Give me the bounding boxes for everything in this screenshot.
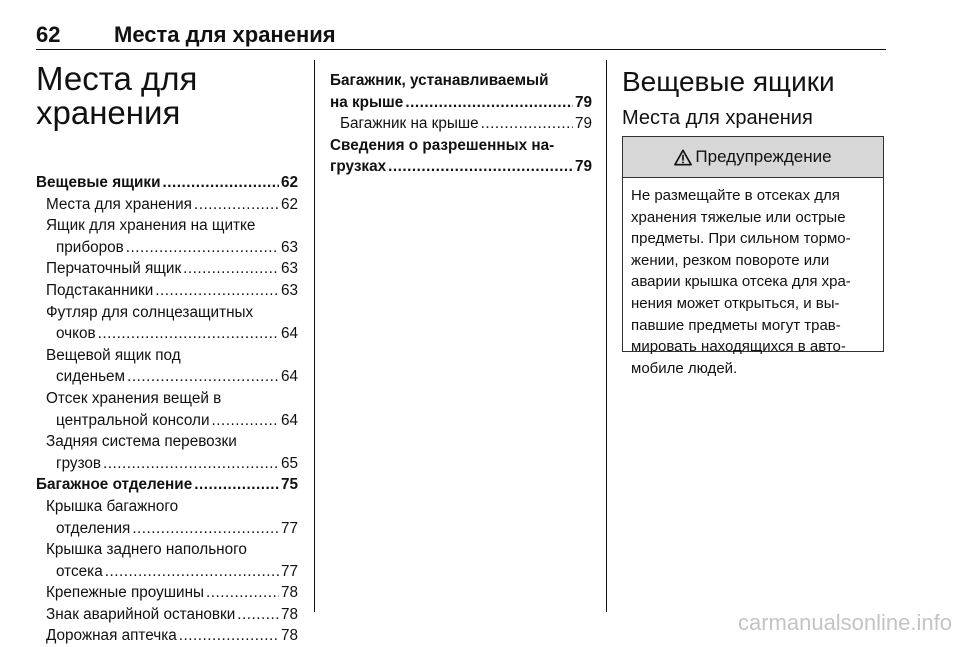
toc-page-number: 78 — [280, 627, 298, 645]
toc-entry-text: на крыше — [330, 93, 404, 111]
toc-entry[interactable] — [330, 70, 592, 113]
table-of-contents-col1 — [36, 172, 298, 647]
table-of-contents-col2 — [330, 70, 592, 178]
toc-entry-text: Багажник, устанавливаемый — [330, 72, 549, 89]
warning-text-line: предметы. При сильном тормо- — [631, 230, 851, 248]
toc-leader-dots — [212, 410, 279, 432]
toc-page-number: 64 — [280, 368, 298, 386]
toc-entry[interactable] — [36, 172, 298, 194]
warning-triangle-icon — [674, 149, 692, 166]
toc-page-number: 63 — [280, 260, 298, 278]
toc-leader-dots — [405, 92, 573, 114]
warning-box — [622, 136, 884, 377]
column-divider-right — [606, 60, 607, 612]
toc-entry[interactable] — [36, 280, 298, 302]
toc-entry[interactable] — [36, 215, 298, 258]
page-number: 62 — [36, 22, 61, 47]
toc-leader-dots — [237, 604, 279, 626]
toc-entry-text: Багажное отделение — [36, 476, 193, 494]
toc-entry[interactable] — [36, 302, 298, 345]
toc-entry[interactable] — [330, 113, 592, 135]
toc-entry-text: Багажник на крыше — [340, 115, 479, 133]
toc-entry-text: Сведения о разрешенных на- — [330, 136, 555, 154]
chapter-title — [36, 62, 306, 130]
toc-entry-text: отсека — [56, 562, 103, 580]
toc-entry-text: Знак аварийной остановки — [46, 605, 236, 623]
toc-entry-text: Крепежные проушины — [46, 584, 205, 602]
warning-text-line: павшие предметы могут трав- — [631, 316, 841, 334]
toc-page-number: 78 — [280, 605, 298, 623]
toc-entry[interactable] — [330, 135, 592, 178]
toc-page-number: 63 — [280, 281, 298, 299]
chapter-title-line: хранения — [36, 94, 181, 131]
toc-entry[interactable] — [36, 474, 298, 496]
toc-entry-text: Перчаточный ящик — [46, 260, 182, 278]
running-title: Места для хранения — [114, 22, 336, 47]
warning-text-line: аварии крышка отсека для хра- — [631, 273, 851, 291]
toc-leader-dots — [388, 156, 573, 178]
toc-entry-text: Ящик для хранения на щитке — [46, 217, 256, 235]
toc-entry-text: Подстаканники — [46, 281, 154, 299]
toc-leader-dots — [206, 582, 279, 604]
toc-entry[interactable] — [36, 345, 298, 388]
toc-entry-text: Места для хранения — [46, 195, 192, 213]
subsection-title: Места для хранения — [622, 107, 813, 129]
warning-title: Предупреждение — [695, 147, 832, 166]
toc-entry[interactable] — [36, 582, 298, 604]
warning-text — [623, 178, 883, 379]
watermark: carmanualsonline.info — [737, 610, 952, 635]
toc-leader-dots — [194, 474, 279, 496]
toc-leader-dots — [163, 172, 279, 194]
toc-page-number: 75 — [280, 476, 298, 494]
warning-text-line: нения может открыться, и вы- — [631, 294, 840, 312]
toc-leader-dots — [179, 625, 279, 647]
chapter-title-line: Места для — [36, 60, 198, 97]
toc-entry-text: очков — [56, 325, 96, 343]
toc-entry-text: Дорожная аптечка — [46, 627, 177, 645]
toc-page-number: 77 — [280, 519, 298, 537]
toc-page-number: 63 — [280, 238, 298, 256]
toc-leader-dots — [132, 518, 279, 540]
toc-leader-dots — [126, 237, 279, 259]
toc-entry[interactable] — [36, 604, 298, 626]
toc-entry[interactable] — [36, 496, 298, 539]
toc-entry-text: грузов — [56, 454, 102, 472]
toc-leader-dots — [155, 280, 279, 302]
toc-entry-text: отделения — [56, 519, 131, 537]
toc-entry-text: Отсек хранения вещей в — [46, 389, 222, 407]
toc-leader-dots — [183, 258, 279, 280]
toc-entry-text: сиденьем — [56, 368, 126, 386]
toc-page-number: 77 — [280, 562, 298, 580]
section-title: Вещевые ящики — [622, 66, 835, 97]
toc-entry-text: Вещевые ящики — [36, 174, 161, 191]
toc-entry[interactable] — [36, 388, 298, 431]
toc-entry-text: приборов — [56, 238, 124, 256]
toc-leader-dots — [481, 113, 573, 135]
toc-entry[interactable] — [36, 539, 298, 582]
toc-leader-dots — [98, 323, 279, 345]
toc-page-number: 62 — [280, 174, 298, 191]
toc-entry-text: Вещевой ящик под — [46, 346, 181, 364]
toc-entry[interactable] — [36, 625, 298, 647]
toc-page-number: 79 — [574, 158, 592, 176]
warning-text-line: мировать находящихся в авто- — [631, 338, 846, 356]
toc-entry-text: центральной консоли — [56, 411, 210, 429]
toc-leader-dots — [194, 194, 279, 216]
toc-entry-text: Футляр для солнцезащитных — [46, 303, 254, 321]
toc-entry-text: грузках — [330, 158, 387, 176]
toc-page-number: 64 — [280, 325, 298, 343]
column-divider-left — [314, 60, 315, 612]
toc-entry-text: Крышка багажного — [46, 497, 179, 515]
warning-text-line: мобиле людей. — [631, 359, 738, 377]
toc-leader-dots — [103, 453, 279, 475]
toc-page-number: 79 — [574, 115, 592, 133]
warning-text-line: Не размещайте в отсеках для — [631, 187, 840, 204]
page-header — [36, 22, 886, 52]
toc-leader-dots — [105, 561, 279, 583]
header-rule — [36, 49, 886, 50]
warning-header — [623, 137, 883, 178]
toc-page-number: 79 — [574, 93, 592, 111]
warning-text-line: жении, резком повороте или — [631, 251, 830, 269]
toc-entry[interactable] — [36, 431, 298, 474]
toc-entry-text: Задняя система перевозки — [46, 433, 237, 451]
toc-page-number: 64 — [280, 411, 298, 429]
warning-text-line: хранения тяжелые или острые — [631, 208, 846, 226]
toc-leader-dots — [127, 366, 279, 388]
toc-entry-text: Крышка заднего напольного — [46, 541, 247, 559]
toc-page-number: 78 — [280, 584, 298, 602]
toc-page-number: 65 — [280, 454, 298, 472]
toc-entry[interactable] — [36, 194, 298, 216]
toc-page-number: 62 — [280, 195, 298, 213]
toc-entry[interactable] — [36, 258, 298, 280]
